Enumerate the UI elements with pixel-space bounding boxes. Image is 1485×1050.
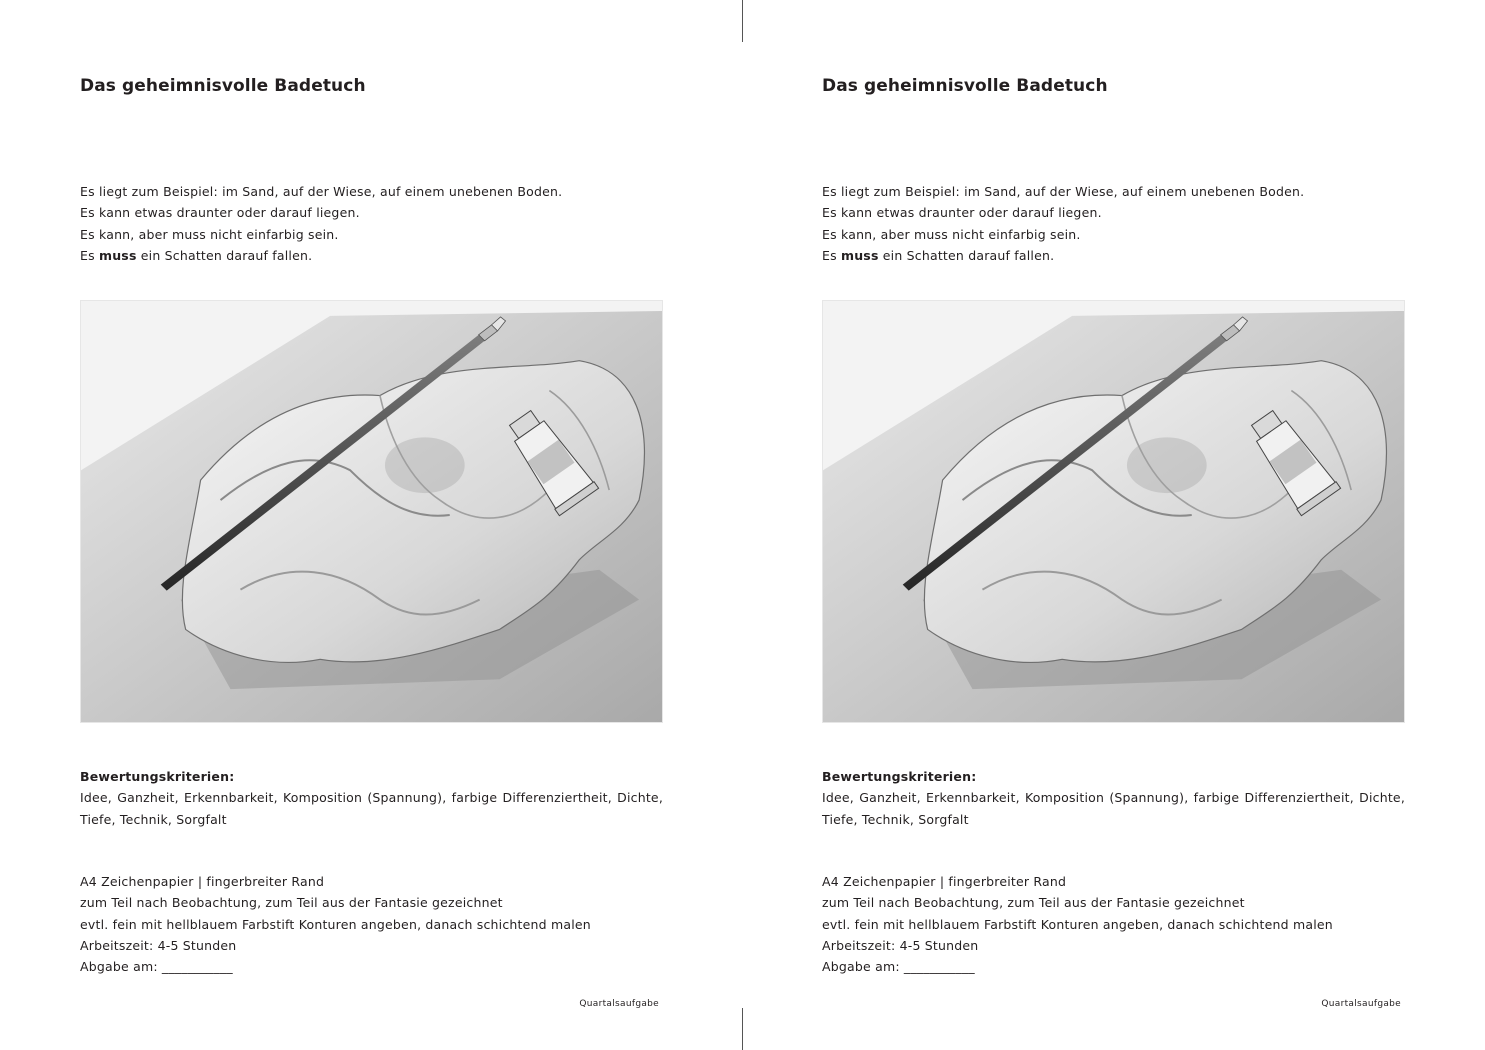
shadow-line — [822, 245, 1304, 266]
details-line: zum Teil nach Beobachtung, zum Teil aus der Fantasie gezeichnet — [80, 895, 503, 911]
intro-line: Es liegt zum Beispiel: im Sand, auf der Wiese, auf einem unebenen Boden. — [80, 184, 563, 199]
water-stain — [1127, 437, 1207, 493]
intro-line: Es kann, aber muss nicht einfarbig sein. — [80, 226, 339, 242]
intro-line: Es liegt zum Beispiel: im Sand, auf der Wiese, auf einem unebenen Boden. — [822, 184, 1305, 199]
shadow-line — [80, 245, 562, 266]
towel-drawing-image — [80, 300, 663, 723]
water-stain — [385, 437, 465, 493]
details-line: evtl. fein mit hellblauem Farbstift Konturen angeben, danach schichtend malen — [80, 916, 591, 932]
details-section — [80, 871, 591, 977]
details-line: A4 Zeichenpapier | fingerbreiter Rand — [822, 874, 1067, 889]
footer-label: Quartalsaufgabe — [1321, 999, 1401, 1009]
intro-line: Es kann etwas draunter oder darauf liegen. — [822, 205, 1102, 221]
intro-text — [822, 181, 1304, 266]
worksheet-left — [80, 0, 663, 1050]
due-date-line: Abgabe am: ___________ — [80, 959, 233, 975]
details-line: A4 Zeichenpapier | fingerbreiter Rand — [80, 874, 325, 889]
details-line: evtl. fein mit hellblauem Farbstift Konturen angeben, danach schichtend malen — [822, 916, 1333, 932]
worksheet-right — [822, 0, 1405, 1050]
criteria-section — [80, 766, 663, 830]
criteria-section — [822, 766, 1405, 830]
details-line: Arbeitszeit: 4-5 Stunden — [822, 937, 979, 953]
details-section — [822, 871, 1333, 977]
details-line: zum Teil nach Beobachtung, zum Teil aus der Fantasie gezeichnet — [822, 895, 1245, 911]
towel-drawing-svg — [823, 301, 1404, 722]
shadow-line-prefix: Es — [80, 247, 99, 263]
details-line: Arbeitszeit: 4-5 Stunden — [80, 937, 237, 953]
due-date-line: Abgabe am: ___________ — [822, 959, 975, 975]
criteria-text: Idee, Ganzheit, Erkennbarkeit, Komposition (Spannung), farbige Differenziertheit, Dichte, Tiefe, Technik, Sorgfalt — [80, 790, 663, 827]
footer-label: Quartalsaufgabe — [579, 999, 659, 1009]
shadow-line-emphasis: muss — [840, 247, 879, 263]
towel-drawing-svg — [81, 301, 662, 722]
intro-text — [80, 181, 562, 266]
intro-line: Es kann, aber muss nicht einfarbig sein. — [822, 226, 1081, 242]
criteria-heading: Bewertungskriterien: — [80, 769, 235, 784]
center-cut-mark-top — [742, 0, 743, 42]
intro-line: Es kann etwas draunter oder darauf liegen. — [80, 205, 360, 221]
shadow-line-prefix: Es — [822, 247, 841, 263]
worksheet-title: Das geheimnisvolle Badetuch — [822, 76, 1108, 96]
center-cut-mark-bottom — [742, 1008, 743, 1050]
shadow-line-emphasis: muss — [98, 247, 137, 263]
criteria-heading: Bewertungskriterien: — [822, 769, 977, 784]
towel-drawing-image — [822, 300, 1405, 723]
shadow-line-suffix: ein Schatten darauf fallen. — [878, 247, 1055, 263]
criteria-text: Idee, Ganzheit, Erkennbarkeit, Komposition (Spannung), farbige Differenziertheit, Dichte, Tiefe, Technik, Sorgfalt — [822, 790, 1405, 827]
worksheet-title: Das geheimnisvolle Badetuch — [80, 76, 366, 96]
shadow-line-suffix: ein Schatten darauf fallen. — [136, 247, 313, 263]
